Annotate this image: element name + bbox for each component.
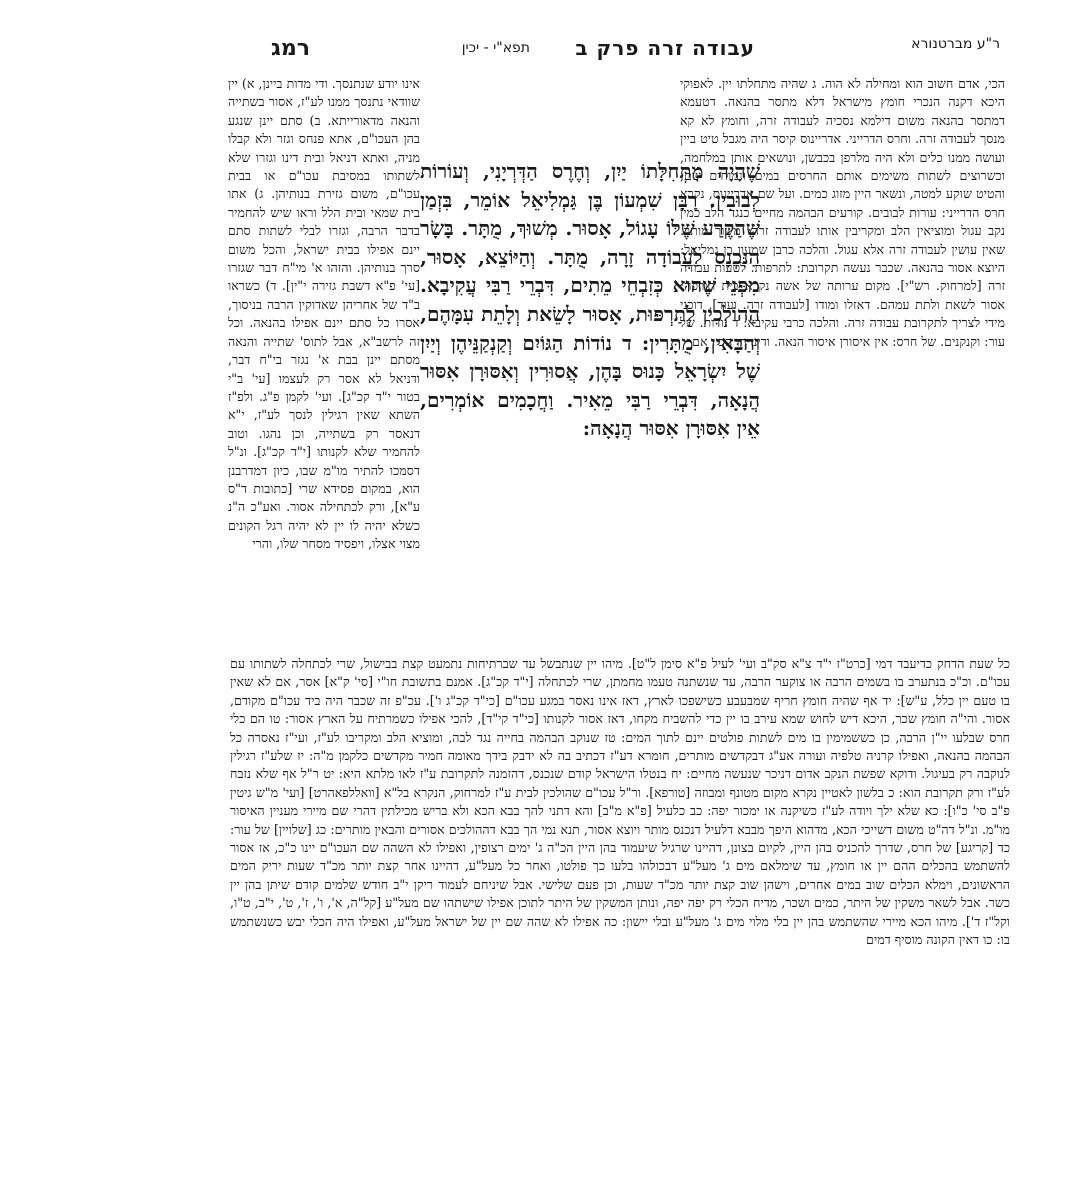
footnotes-commentary: כל שעת הדחק כדיעבד דמי [כרט"ז י"ד צ"א סק"ב ועי' לעיל פ"א סימן ל"ט]. מיהו יין שנתבשל עד שברתיחות נתמעט קצת בבישול, שרי לכתחלה לשתותו עם עכו"ם. וכ"כ בנתערב בו בשמים הרבה או צוקער הרבה, עד שנשתנה טעמו מחמתן, שרי לכתחלה [י"ד קכ"ג]. אמנם בתשובת חו"י [סי' ק"א] אסר, אם לא שאין בו טעם יין כלל, ע"ש]: יד אף שהיה חומץ חריף שמבעבע כשישפכו לארץ, דאז אינו נאסר במגע עכו"ם [כי"ד קכ"ג ו']. עכ"פ זה שכבר היה ביד עכו"ם מקודם, אסור. והי"ה חומץ שכר, היכא דיש לחוש שמא עירב בו יין כדי להשביח מקחו, דאז אסור לקנותו [כי"ד קי"ד], להכי אפילו כשמרתיח על הארץ אסור: טו הם כלי חרס שבלעו יי"ן הרבה, כן כששמימין בו מים לשתות פולטים יינם לתוך המים: טז שנוקב הבהמה בחייה נגד לבה, ומוציא הלב ומקריבו לע"ז, ועי"ז נאסרה כל הבהמה בהנאה, ואפילו קרניה טלפיה ועורה אע"ג דבקדשים מותרים, חומרא דע"ז דכתיב בה לא ידבק בידך מאומה חמיר מקדשים כלקמן מ"ה: יז שלע"ז רגילין לנוקבה רק בעיגול. ודוקא שפשת הנקב אדום דניכר שנעשה מחיים: יח בנטלו הישראל קודם שנכנס, דהזמנה לתקרובת ע"ז לאו מלתא היא: יט ר"ל אף שלא נזבח לע"ז ורק תקרובת הוא: כ בלשון לאטיין נקרא מקום מטונף ומבוזה [טורפא]. ור"ל עכו"ם שהולכין לבית ע"ז למרחוק, הנקרא בל"א [וואללפאהרט] [ועי' מ"ש גיטין פ"ב סי' כ"ו]: כא שלא ילך ויודה לע"ז כשיקנה או ימכור יפה: כב כלעיל [פ"א מ"ב] והא דתני להך בבא הכא ולא בריש מכילתין דהרי שם מיירי מעניין האיסור מו"מ. ונ"ל דה"ט משום דשייכי הכא, מדהוא היפך מבבא דלעיל דנכנס מותר ויוצא אסור, תנא נמי הך בבא דההולכים אסורים והבאין מותרים: כג [שלויין] של עור: כד [קריגע] של חרס, שדרך להכניס בהן היין, לקיום בצונן, דהיינו שרגיל שיעמוד בהן היין הכ"ה ג' ימים רצופין, ואפילו לא השהה שם העכו"ם יינו כ"כ, אז אסור להשתמש בהכלים ההם יין או חומץ, עד שימלאם מים ג' מעל"ע דבכולהו בלעו כך פולטו, ואחר כל מעל"ע, דהיינו אחר קצת יותר מכ"ד שעות יריק המים הראשונים, וימלא הכלים שוב במים אחרים, וישהן שוב קצת יותר מכ"ד שעות, וכן פעם שלישי. אבל שיניחם לעמוד ריקן י"ב חודש שלמים קודם שיתן בהן יין כשר. אבל לשאר משקין של היתר, כמים ושכר, מדיח הכלי רק יפה יפה, ונותן המשקין של היתר לתוכן אפילו שישתהו שם מעל"ע [קל"ה, א', ו', ז', ט', י"ב, ט"ו, וקל"ז ד']. מיהו הכא מיירי שהשתמש בהן יין בלי מלוי מים ג' מעל"ע ובלי יישון: כה אפילו לא שהה שם יין של ישראל מעל"ע, ואפילו היה הכלי יבש כשנשתמש בו: כו דאין הקונה מוסיף דמים	[230, 656, 1010, 948]
mishna-text: שֶׁהָיָה מִתְּחִלָּתוֹ יַיִן, וְחֶרֶס הַדְּרְיָנִי, וְעוֹרוֹת לְבוּבִין. רַבָּן שִׁמְעוֹן בֶּן גַּמְלִיאֵל אוֹמֵר, בִּזְמַן שֶׁהַקֶּרַע שֶׁלּוֹ עָגוֹל, אָסוּר. מְשׁוּךְ, מֻתָּר. בָּשָׂר הַנִּכְנָס לַעֲבוֹדָה זָרָה, מֻתָּר. וְהַיּוֹצֵא, אָסוּר, מִפְּנֵי שֶׁהוּא כְּזִבְחֵי מֵתִים, דִּבְרֵי רַבִּי עֲקִיבָא. הַהוֹלְכִין לְתַרְפּוּת, אָסוּר לָשֵׂאת וְלָתֵת עִמָּהֶם, וְהַבָּאִין, מֻתָּרִין: ד נוֹדוֹת הַגּוֹיִם וְקַנְקַנֵּיהֶן וְיַיִן שֶׁל יִשְׂרָאֵל כָּנוּס בָּהֶן, אֲסוּרִין וְאִסּוּרָן אִסּוּר הֲנָאָה, דִּבְרֵי רַבִּי מֵאִיר. וַחֲכָמִים אוֹמְרִים, אֵין אִסּוּרָן אִסּוּר הֲנָאָה:	[420, 159, 760, 441]
header-title: עבודה זרה פרק ב	[575, 36, 755, 60]
header-page-number: רמג	[271, 36, 310, 61]
header-pages: תפא"י - יכין	[461, 40, 530, 56]
yachin-commentary: אינו יודע שנתנסך. ודי מדות ביינן, א) יין שוודאי נתנסך ממנו לע"ז, אסור בשתייה והנאה מדאורייתא. ב) סתם יינן שנגע בהן העכו"ם, אתא פנחס וגזר ולא קבלו מניה, ואתא דניאל ובית דינו וגזרו שלא לשתותו במסיבת עכו"ם או בבית עכו"ם, משום גזירת בנותיהן. ג) אתו בית שמאי ובית הלל וראו שיש להחמיר בדבר הרבה, וגזרו לבלי לשתות סתם יינם אפילו בבית ישראל, והכל משום סרך בנותיהן. והזהו א' מי"ח דבר שגזרו [עי' פ"א דשבת גזירה י"ין]. ד) כשראו ב"ד של אחריהן שאדוקין הרבה בניסוך, אסרו כל סתם יינם אפילו בהנאה. וכל זה לרשב"א, אבל לתוס' שתייה והנאה מסתם יינן בבת א' נגזר בי"ח דבר, ודניאל לא אסר רק לעצמו [עי' ב"י בטור י"ד קכ"ג]. ועי' לקמן פ"ג. ולפ"ז השתא שאין רגילין לנסך לע"ז, י"א דנאסר רק בשתייה, וכן נהגו. וטוב להחמיר שלא לקנותו [י"ד קכ"ג]. ונ"ל דסמכו להתיר מו"מ שבו, כיון דמדרבנן הוא, במקום פסידא שרי [כתובות ד"ס ע"א], ורק לכתחילה אסור. ואע"כ ה"נ כשלא יהיה לו יין לא יהיה רגל הקונים מצוי אצלו, ויפסיד מסחר שלו, והרי	[228, 76, 420, 552]
bartenura-commentary: הכי, אדם חשוב הוא ומחילה לא הוה. ג שהיה מתחלתו יין. לאפוקי היכא דקנה הנכרי חומץ מישראל דלא מתסר בהנאה. דטעמא דמתסר בהנאה משום דילמא נסכיה לעבודה זרה, וחומץ לא קא מנסך לעבודה זרה. וחרס הדרייני. אדריינוס קיסר היה מגבל טיט ביין ועושה ממנו כלים ולא היה מלרפן בכבשן, ונושאים אותן במלחמה, וכשרוצים לשתות משימים אותם החרסים במים ונמוחים שם, והטיט שוקע למטה, ונשאר היין מזוג כמים. ועל שם אדריינוס, נקרא חרס הדרייני: עורות לבובים. קורעים הבהמה מחיים כנגד הלב כמין נקב עגול ומוציאין הלב ומקריבין אותו לעבודה זרה: משוך מותר. שאין עושין לעבודה זרה אלא עגול. והלכה כרבן שמעון בן גמליאל: היוצא אסור בהנאה. שכבר נעשה תקרובת: לתרפות. לטעות עבודה זרה [למרחוק. רש"י]. מקום ערותה של אשה נקרא בית תורפה: אסור לשאת ולתת עמהם. דאזלו ומודו [לעבודה זרה. ועוד], דוכני מידי לצריך לתקרובת עבודה זרה. והלכה כרבי עקיבא: ד נודות. של עור: וקנקנים. של חרס: אין איסורן איסור הנאה. ודינייהו הכי, אם	[680, 76, 1005, 349]
page-header	[210, 36, 1000, 62]
header-commentator: ר"ע מברטנורא	[911, 36, 1000, 52]
